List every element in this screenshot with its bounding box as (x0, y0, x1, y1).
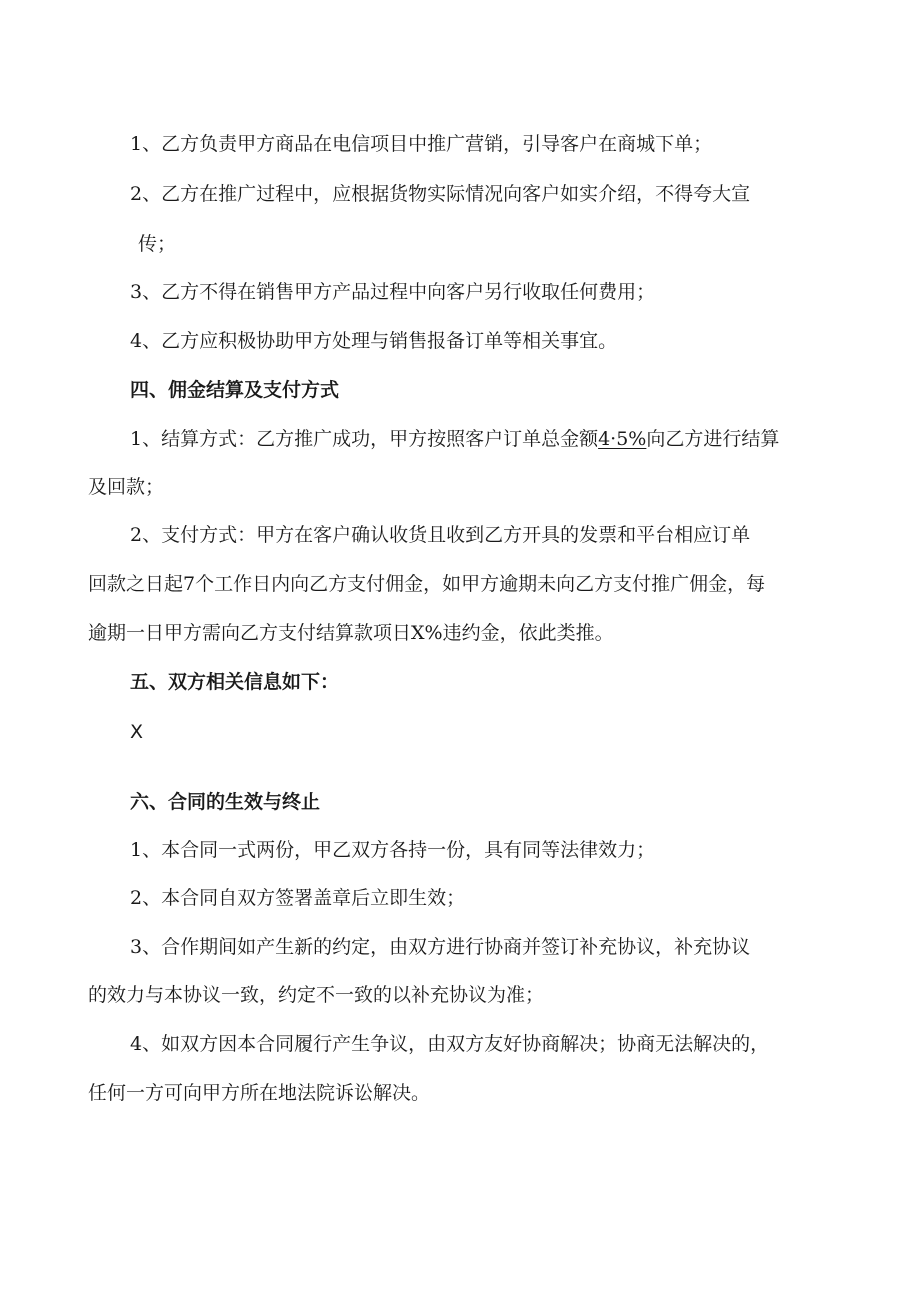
clause-6-2: 2、本合同自双方签署盖章后立即生效； (130, 887, 466, 909)
section-4-title: 四、佣金结算及支付方式 (130, 379, 340, 401)
clause-4-1-cont: 及回款； (88, 476, 165, 498)
clause-4-2-cont1: 回款之日起7个工作日内向乙方支付佣金，如甲方逾期未向乙方支付推广佣金，每 (88, 573, 766, 595)
clause-3-3: 3、乙方不得在销售甲方产品过程中向客户另行收取任何费用； (130, 281, 656, 303)
clause-3-2: 2、乙方在推广过程中，应根据货物实际情况向客户如实介绍，不得夸大宣 (130, 183, 751, 205)
clause-4-1: 1、结算方式：乙方推广成功，甲方按照客户订单总金额4·5%向乙方进行结算 (130, 428, 780, 450)
clause-3-4: 4、乙方应积极协助甲方处理与销售报备订单等相关事宜。 (130, 330, 618, 352)
clause-4-2: 2、支付方式：甲方在客户确认收货且收到乙方开具的发票和平台相应订单 (130, 524, 751, 546)
clause-4-2-cont2: 逾期一日甲方需向乙方支付结算款项日X%违约金，依此类推。 (88, 622, 614, 644)
clause-3-2-cont: 传； (138, 233, 177, 255)
party-info-placeholder: X (130, 721, 144, 743)
clause-6-4: 4、如双方因本合同履行产生争议，由双方友好协商解决；协商无法解决的， (130, 1033, 770, 1055)
section-5-title: 五、双方相关信息如下： (130, 671, 340, 693)
clause-3-1: 1、乙方负责甲方商品在电信项目中推广营销，引导客户在商城下单； (130, 133, 713, 155)
section-6-title: 六、合同的生效与终止 (130, 791, 321, 813)
clause-6-3: 3、合作期间如产生新的约定，由双方进行协商并签订补充协议，补充协议 (130, 936, 751, 958)
clause-6-1: 1、本合同一式两份，甲乙双方各持一份，具有同等法律效力； (130, 839, 656, 861)
clause-6-4-cont: 任何一方可向甲方所在地法院诉讼解决。 (88, 1082, 431, 1104)
clause-6-3-cont: 的效力与本协议一致，约定不一致的以补充协议为准； (88, 984, 545, 1006)
commission-rate: 4·5% (598, 428, 647, 450)
